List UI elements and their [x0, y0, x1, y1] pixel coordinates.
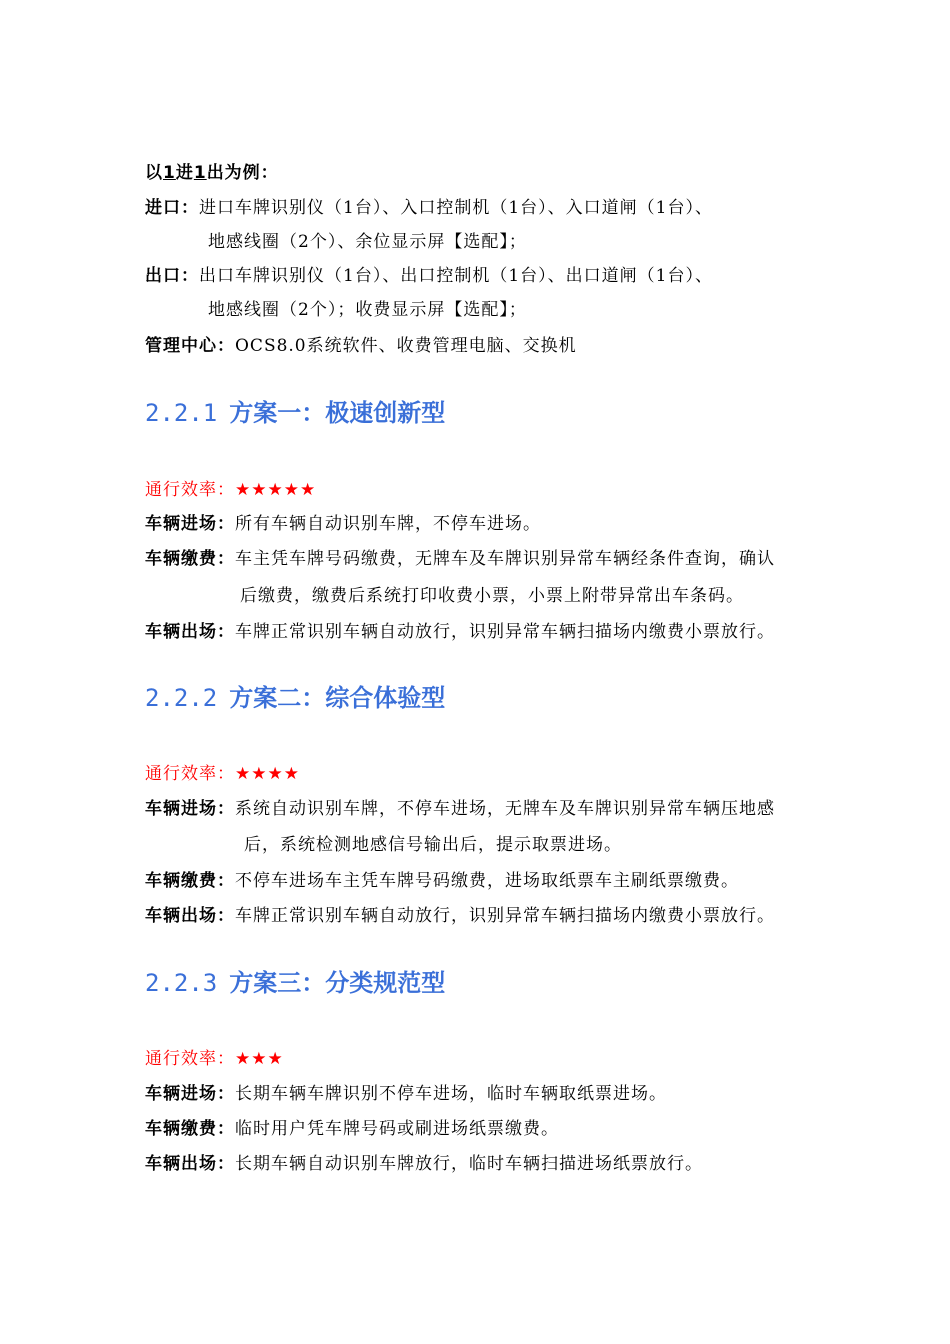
section-heading-3: [145, 968, 445, 998]
mgmt-text: OCS8.0系统软件、收费管理电脑、交换机: [235, 336, 577, 356]
efficiency-line-3: [145, 1047, 284, 1071]
entry-label: 车辆进场：: [145, 799, 235, 819]
exit-text: 车牌正常识别车辆自动放行，识别异常车辆扫描场内缴费小票放行。: [235, 906, 775, 926]
vehicle-entry-3: [145, 1082, 667, 1106]
section-heading-2: [145, 683, 445, 713]
section-title: 方案三：分类规范型: [229, 969, 446, 997]
entry-label: 进口：: [145, 198, 199, 218]
example-heading: [145, 161, 279, 185]
entry-equipment-line1: [145, 196, 713, 220]
vehicle-payment-2: [145, 869, 739, 893]
efficiency-line-1: [145, 478, 316, 502]
efficiency-stars: ★★★: [235, 1049, 284, 1069]
exit-label: 车辆出场：: [145, 622, 235, 642]
entry-equipment-line2: 地感线圈（2个）、余位显示屏【选配】；: [208, 232, 527, 252]
section-number: 2.2.2: [145, 684, 218, 712]
section-heading-1: [145, 398, 445, 428]
payment-label: 车辆缴费：: [145, 549, 235, 569]
vehicle-entry-2: [145, 797, 775, 821]
vehicle-payment-3: [145, 1117, 559, 1141]
section-title: 方案二：综合体验型: [229, 684, 446, 712]
payment-text: 不停车进场车主凭车牌号码缴费，进场取纸票车主刷纸票缴费。: [235, 871, 739, 891]
entry-text: 长期车辆车牌识别不停车进场，临时车辆取纸票进场。: [235, 1084, 667, 1104]
entry-text: 所有车辆自动识别车牌，不停车进场。: [235, 514, 541, 534]
efficiency-label: 通行效率：: [145, 764, 235, 784]
efficiency-stars: ★★★★: [235, 764, 300, 784]
entry-text-1: 进口车牌识别仪（1台）、入口控制机（1台）、入口道闸（1台）、: [199, 198, 713, 218]
example-prefix: 以: [145, 163, 163, 183]
vehicle-payment-1-cont: 后缴费，缴费后系统打印收费小票，小票上附带异常出车条码。: [240, 586, 744, 606]
exit-text-1: 出口车牌识别仪（1台）、出口控制机（1台）、出口道闸（1台）、: [199, 266, 713, 286]
section-title: 方案一：极速创新型: [229, 399, 446, 427]
exit-text: 长期车辆自动识别车牌放行，临时车辆扫描进场纸票放行。: [235, 1154, 703, 1174]
entry-label: 车辆进场：: [145, 514, 235, 534]
efficiency-line-2: [145, 762, 300, 786]
vehicle-exit-3: [145, 1152, 703, 1176]
mgmt-label: 管理中心：: [145, 336, 235, 356]
efficiency-label: 通行效率：: [145, 1049, 235, 1069]
example-out-count: 1: [193, 163, 207, 183]
vehicle-exit-1: [145, 620, 775, 644]
vehicle-exit-2: [145, 904, 775, 928]
entry-label: 车辆进场：: [145, 1084, 235, 1104]
exit-label: 出口：: [145, 266, 199, 286]
entry-text: 系统自动识别车牌，不停车进场，无牌车及车牌识别异常车辆压地感: [235, 799, 775, 819]
exit-label: 车辆出场：: [145, 906, 235, 926]
example-suffix: 出为例：: [206, 163, 279, 183]
efficiency-label: 通行效率：: [145, 480, 235, 500]
vehicle-entry-1: [145, 512, 541, 536]
example-in-count: 1: [163, 163, 176, 183]
exit-text: 车牌正常识别车辆自动放行，识别异常车辆扫描场内缴费小票放行。: [235, 622, 775, 642]
payment-text: 车主凭车牌号码缴费，无牌车及车牌识别异常车辆经条件查询，确认: [235, 549, 775, 569]
exit-equipment-line2: 地感线圈（2个）；收费显示屏【选配】；: [208, 300, 527, 320]
exit-equipment-line1: [145, 264, 713, 288]
management-center-line: [145, 334, 577, 358]
efficiency-stars: ★★★★★: [235, 480, 317, 500]
example-mid: 进: [175, 163, 194, 183]
exit-label: 车辆出场：: [145, 1154, 235, 1174]
payment-text: 临时用户凭车牌号码或刷进场纸票缴费。: [235, 1119, 559, 1139]
vehicle-payment-1: [145, 547, 775, 571]
vehicle-entry-2-cont: 后，系统检测地感信号输出后，提示取票进场。: [244, 835, 622, 855]
payment-label: 车辆缴费：: [145, 1119, 235, 1139]
section-number: 2.2.3: [145, 969, 218, 997]
section-number: 2.2.1: [145, 399, 218, 427]
payment-label: 车辆缴费：: [145, 871, 235, 891]
